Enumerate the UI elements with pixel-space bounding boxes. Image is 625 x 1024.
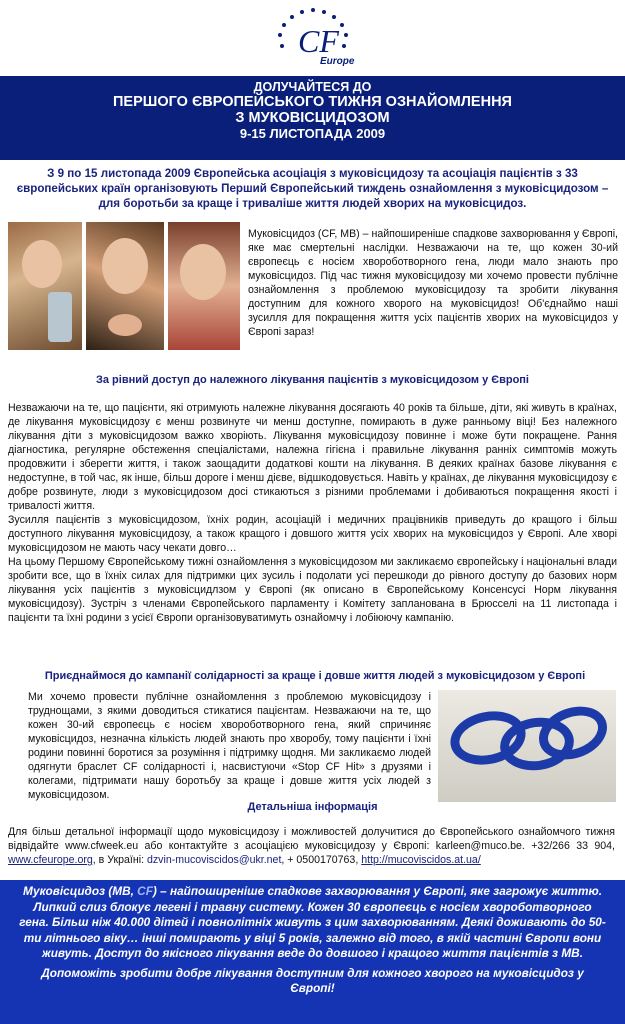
banner-line-2b: З МУКОВІСЦИДОЗОМ bbox=[235, 110, 390, 126]
info-text: Для більш детальної інформації щодо муковісцидозу і можливостей долучитися до Європейського ознайомчого тижня відвідайте www.cfweek.eu або контактуйте з асоціацією муковісцидозу у Європі: karleen@muco.be. +32/266 33 904, bbox=[8, 826, 615, 852]
cfeurope-link[interactable]: www.cfeurope.org bbox=[8, 854, 93, 866]
logo-mark: CF bbox=[298, 23, 339, 59]
banner-dates: 9-15 ЛИСТОПАДА 2009 bbox=[239, 126, 386, 141]
footer-part-1: Муковісцидоз (МВ, bbox=[23, 884, 134, 898]
photo-child-inhaler bbox=[8, 222, 82, 350]
patient-photos bbox=[8, 222, 240, 350]
heading-more-info: Детальніша інформація bbox=[247, 801, 378, 813]
ukraine-site-link[interactable]: http://mucoviscidos.at.ua/ bbox=[361, 854, 481, 866]
intro-text: З 9 по 15 листопада 2009 Європейська асоціація з муковісцидозу та асоціація пацієнтів з 33 європейських країн організовують Перший Європейський тиждень ознайомлення з муковісцидозом – для боротьби за краще і триваліше життя людей хворих на муковісцидоз. bbox=[16, 167, 609, 210]
info-phone: , + 0500170763, bbox=[281, 854, 359, 866]
info-ukraine-label: , в Україні: bbox=[92, 854, 145, 866]
banner-line-1: ДОЛУЧАЙТЕСЯ ДО bbox=[253, 80, 372, 94]
main-body: Незважаючи на те, що пацієнти, які отримують належне лікування досягають 40 років та більше, діти, які живуть в країнах, де лікування муковісцидозу є менш розвинуте чи менш доступне, помирають в дуже ранньому віці! Без належного лікування діти з муковісцидозом важко хворіють. Лікування муковісцидозу повинне і може бути покращене. Рання діагностика, регулярне обстеження спеціалістами, належна гігієна і правильне лікування ранніх симптомів можуть продовжити і зберегти життя, і також заощадити додаткові кошти на лікування. В деяких країнах базове лікування є недоступне, в той час, як інше, більш дороге і менш дієве, відшкодовується. Навіть у країнах, де лікування муковісцидозу є добре розвинуте, люди з муковісцидозом досі стикаються з різними проблемами і добиваються покращення якості і тривалості життя. Зусилля пацієнтів з муковісцидозом, їхніх родин, асоціацій і медичних працівників приведуть до кращого і більш доступного лікування муковісцидозу, а також кращого і довшого життя усіх хворих на муковісцидоз у Європі. Але хворі муковісцидозом не мають часу чекати довго… На цьому Першому Європейському тижні ознайомлення з муковісцидозом ми закликаємо європейську і національні влади зробити все, що в їхніх силах для підтримки цих зусиль і подолати усі перешкоди до рівного доступу до базових норм лікування усіх пацієнтів з муковісцидлзом у Європі (як описано в Європейському Консенсусі Норм лікування муковісцидозу). Зустріч з членами Європейського парламенту і Комітету запланована в Брюсселі на 11 листопада і пацієнти та їхні родини з усієї Європи організовуватимуть ознайомчу і лобіюючу кампанію. bbox=[8, 402, 617, 624]
wristbands-photo bbox=[438, 690, 616, 802]
footer-brand: CF bbox=[137, 884, 153, 898]
footer-part-2: ) – найпоширеніше спадкове захворювання у Європі, яке загрожує життю. Липкий слиз блокує легені і травну систему. Кожен 30 європеєць є носієм хвороботворного гена. Більш ніж 40.000 дітей і повнолітніх живуть з цим захворюванням. Деякі доживають до 50-ти літнього віку… інші помирають у віці 5 років, залежно від того, в якій частині Європи вони живуть. Доступ до якісного лікування веде до довшого і кращого життя пацієнтів з МВ. bbox=[19, 884, 606, 960]
cf-description: Муковісцидоз (CF, МВ) – найпоширеніше спадкове захворювання у Європі, яке має смертельні наслідки. Незважаючи на те, що кожен 30-ий європеєць є носієм хвороботворного гена, люди мало знають про муковісцидоз. Під час тижня муковісцидозу ми хочемо провести публічне ознайомлення з проблемою муковісцидозу та зробити лікування доступним для кожного хворого на муковісцидоз! Об'єднаймо наші зусилля для покращення життя усіх пацієнтів хворих на муковісцидоз у Європі зараз! bbox=[248, 228, 618, 338]
cf-europe-logo bbox=[258, 4, 368, 74]
photo-woman bbox=[168, 222, 240, 350]
banner-line-2a: ПЕРШОГО ЄВРОПЕЙСЬКОГО ТИЖНЯ ОЗНАЙОМЛЕННЯ bbox=[113, 94, 512, 110]
ukraine-email-link[interactable]: dzvin-mucoviscidos@ukr.net bbox=[146, 854, 282, 866]
heading-solidarity-campaign: Приєднаймося до кампанії солідарності за краще і довше життя людей з муковісцидозом у Європі bbox=[44, 670, 586, 682]
title-banner bbox=[0, 76, 625, 160]
heading-equal-access: За рівний доступ до належного лікування пацієнтів з муковісцидозом у Європі bbox=[95, 374, 529, 386]
footer-description bbox=[0, 880, 625, 962]
footer-call-to-action: Допоможіть зробити добре лікування доступним для кожного хворого на муковісцидоз у Європі! bbox=[41, 965, 584, 995]
photo-girl-pills bbox=[86, 222, 164, 350]
campaign-text: Ми хочемо провести публічне ознайомлення з проблемою муковісцидозу і труднощами, з якими доводиться стикатися пацієнтам. Незважаючи на те, що кожен 30-ий європеєць є носієм хвороботворного гена, який спричиняє муковісцидоз, незначна кількість людей знають про хворобу, тому пацієнти і їхні родини повинні боротися за розуміння і підтримку щодня. Ми закликаємо людей одягнути браслет CF солідарності і, насвистуючи «Stop CF Hit» з друзями і колегами, підтримати нашу боротьбу за краще і довше життя усіх людей з муковісцидозом. bbox=[28, 691, 431, 801]
more-info-text bbox=[8, 825, 615, 867]
footer-banner bbox=[0, 880, 625, 1024]
logo-subtext: Europe bbox=[320, 56, 355, 67]
